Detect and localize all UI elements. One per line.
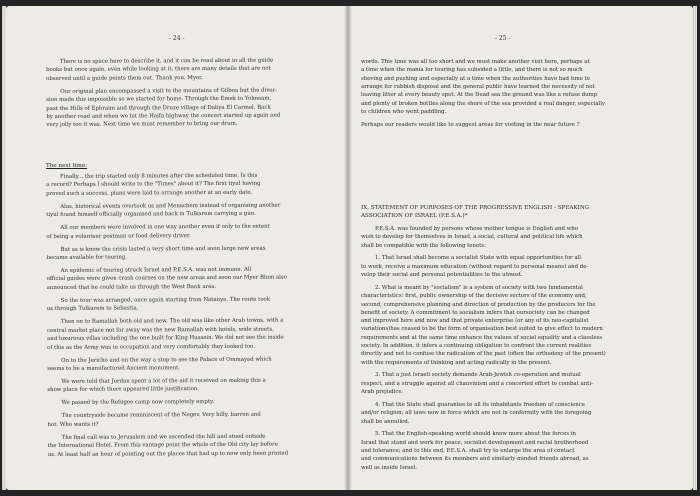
text-line: society. In addition, it infers a continuing obligation to confront the current realities — [361, 343, 592, 350]
text-line: proved such a success, plans were laid to arrange another at an early date. — [46, 189, 253, 197]
text-line: directly and not to confuse the radicalism of the past (often the orthodoxy of the present) — [361, 351, 606, 358]
text-line: shall be compatible with the following tenets: — [361, 242, 486, 249]
text-line: and communications between its members and similarly-minded friends abroad, as — [361, 456, 589, 463]
text-line: On to the Jericho and on the way a stop to see the Palace of Ommayad which — [61, 356, 272, 364]
text-line: We were told that Jordan spent a lot of the aid it received on making this a — [61, 377, 266, 385]
text-line: show place for which there appeared little justification. — [47, 386, 200, 394]
text-line: characteristics: first, public ownership of the decisive sectors of the economy and, — [361, 293, 587, 300]
text-line: well as inside Israel. — [361, 464, 418, 471]
text-line: past the Hills of Ephraim and through the Druze village of Daliya El Carmel. Back — [46, 104, 271, 112]
text-line: observed until a guide points them out. Thank you, Myer. — [46, 74, 203, 82]
book-gutter — [344, 6, 352, 490]
text-line: the International Hotel. From this vantage point the whole of the Old city lay before — [47, 441, 278, 450]
text-line: Alas, historical events overtook us and Menachem instead of organising another — [60, 202, 281, 210]
text-line: But as is know the crisis lasted a very short time and soon large new areas — [60, 245, 266, 253]
text-line: to work, receive a maximum education (without regard to personal means) and de- — [361, 263, 589, 270]
left-page — [6, 6, 347, 490]
text-line: Israel that stand and work for peace, socialist development and racial brotherhood — [361, 439, 589, 446]
text-line: The countryside became reminiscent of the Negev. Very hilly, barren and — [61, 412, 261, 420]
text-line: ASSOCIATION OF ISRAEL (P.E.S.A.)* — [361, 213, 468, 219]
text-line: All our members were involved in one way another even if only to the extent — [60, 223, 270, 232]
text-line: So the tour was arranged, once again starting from Natanya. The route took — [60, 296, 271, 304]
text-line: official guides were given crash courses on the new areas and soon our Myer Blum also — [46, 274, 287, 283]
text-line: and tolerance; and to this end, P.E.S.A. shall try to enlarge the area of contact — [361, 448, 575, 455]
text-line: The final call was to Jerusalem and we ascended the hill and stood outside — [61, 433, 266, 441]
text-line: 5. That the English-speaking world should know more about the forces in — [375, 431, 576, 438]
right-page-edges — [693, 6, 697, 490]
text-line: a time when the mania for touring has subsided a little, and there is not so much — [361, 67, 583, 74]
text-line: words. This time was all too short and we must make another visit here, perhaps at — [361, 59, 590, 65]
section-heading: The next time: — [46, 163, 88, 169]
text-line: 2. What is meant by "socialism" is a system of society with two fundamental — [375, 284, 583, 291]
text-line: very jolly too it was. Next time we must remember to bring our drum. — [46, 121, 238, 129]
text-line: central market place not far away was the new Ramallah with hotels, wide streets, — [46, 326, 274, 334]
text-line: became available for touring. — [46, 254, 127, 262]
text-line: seems to be a manufactured Ancient monument. — [47, 365, 181, 372]
text-line: second, comprehensive planning and direction of production by the producers for the — [361, 301, 596, 308]
right-page — [347, 6, 693, 490]
text-line: and/or religion; all laws now in force which are not in conformity with the foregoing — [361, 410, 592, 417]
text-line: by another road and when we hit the Haifa highway the concert started up again and — [46, 112, 281, 121]
text-line: and improved here and now and that private enterprise (or any of its neo-capitalist — [361, 318, 589, 325]
text-line: us through Tulkarem to Sebastia. — [46, 305, 139, 313]
text-line: to children who went paddling. — [361, 108, 447, 115]
text-line: Perhaps our readers would like to suggest areas for visiting in the near future ? — [361, 121, 580, 128]
text-line: We passed by the Refugee camp now completely empty. — [61, 399, 215, 407]
text-line: wish to develop for themselves in Israel, a social, cultural and political life which — [361, 234, 583, 241]
page-number: - 25 - — [495, 35, 511, 42]
text-line: There is no space here to describe it, and it can be read about in all the guide — [59, 57, 274, 65]
text-line: respect, and a struggle against all chauvinism and a concerted effort to combat anti- — [361, 380, 593, 387]
text-line: An epidemic of touring struck Israel and P.E.S.A. was not immune. All — [60, 266, 252, 274]
page-number: - 24 - — [169, 35, 185, 42]
text-line: of being a volunteer postman or food delivery driver. — [46, 232, 191, 240]
text-line: shall be annulled. — [361, 418, 410, 425]
text-line: 1. That Israel shall become a socialist State with equal opportunities for all — [375, 255, 582, 262]
text-line: 3. That a just Israeli society demands Arab-Jewish co-operation and mutual — [375, 372, 581, 379]
text-line: with the requirements of thinking and acting radically in the present. — [361, 359, 552, 366]
text-line: P.E.S.A. was founded by persons whose mother tongue is English and who — [375, 226, 578, 232]
text-line: Arab prejudice. — [361, 389, 404, 396]
text-line: variations)has ceased to be the form of organisation best suited to give effect to modern — [361, 326, 603, 333]
text-line: us. At least half an hour of pointing out the places that had up to now only been printed — [47, 450, 289, 458]
text-line: tiyul found himself officially organised and back in Tulkarem carrying a gun. — [46, 210, 257, 219]
text-line: and luxurious villas including the one built for King Hussein. We did not see the inside — [46, 334, 284, 343]
text-line: of this as the Army was in occupation and very comfortably they looked too. — [47, 343, 256, 351]
text-line: Our original plan encompassed a visit to the mountains of Gilboa but the diver- — [60, 87, 277, 95]
text-line: IX. STATEMENT OF PURPOSES OF THE PROGRESSIVE ENGLISH - SPEAKING — [361, 205, 590, 211]
text-line: benefit of society. A commitment to socialism infers that oursociety can be changed — [361, 309, 590, 316]
text-line: velop their social and personal potentialities to the utmost. — [361, 272, 523, 279]
text-line: books but once again, even while looking at it, there are many details that are not — [46, 66, 271, 74]
text-line: announced that he could take us through the West Bank area. — [46, 283, 217, 291]
text-line: hot. Who wants it? — [47, 421, 99, 428]
text-line: 4. That the State shall guarantee to all its inhabitants freedom of conscience — [375, 401, 585, 408]
text-line: Then on to Ramallah both old and new. The old was like other Arab towns, with a — [60, 317, 284, 326]
text-line: and plenty of broken bottles along the shore of the sea provided a real danger, especially — [361, 100, 606, 107]
text-line: Finally... the trip started only 8 minutes after the scheduled time. Is this — [59, 172, 258, 180]
text-line: requirements and at the same time enhance the values of social equality and a classless — [361, 334, 603, 341]
text-line: leaving litter at every beauty spot. At the Dead sea the ground was like a refuse dump — [361, 92, 598, 99]
text-line: sion made this impossible so we started for home. Through the Emek to Yokneam, — [46, 95, 272, 104]
text-line: shoving and pushing and especially at a time when the authorities have had time to — [361, 75, 591, 82]
text-line: arrange for rubbish disposal and the general public have learned the necessity of not — [361, 83, 595, 90]
text-line: a record? Perhaps I should write to the "Times" about it? The first tiyul having — [46, 181, 261, 189]
